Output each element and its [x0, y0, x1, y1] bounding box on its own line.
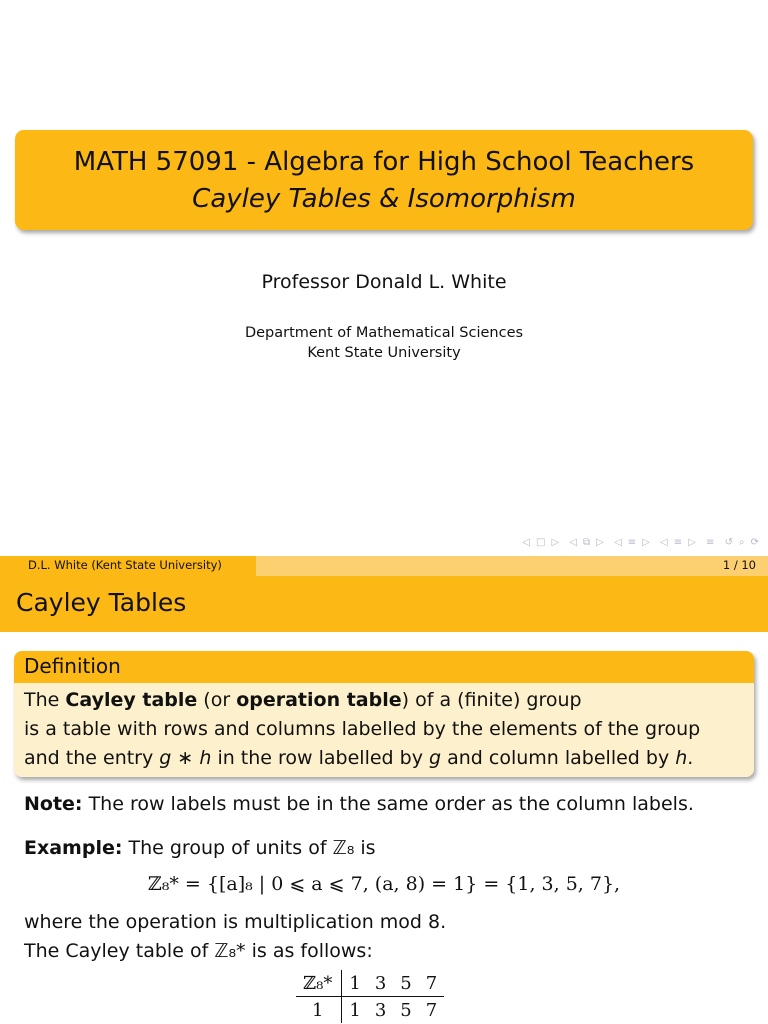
cayley-cell: 7 — [425, 999, 438, 1021]
nav-prev-icon[interactable]: ◁ — [569, 537, 579, 548]
definition-block — [14, 651, 754, 777]
definition-header — [14, 651, 754, 683]
definition-line: is a table with rows and columns labelled by the elements of the group — [24, 718, 701, 740]
nav-prev-icon[interactable]: ◁ — [660, 537, 669, 548]
cayley-header-cell: 1 — [342, 970, 368, 997]
beamer-navigation[interactable] — [517, 537, 760, 548]
note-paragraph: Note: The row labels must be in the same order as the column labels. — [24, 793, 694, 815]
footer-page — [256, 556, 768, 576]
nav-forward-icon[interactable]: ⟳ — [750, 537, 760, 548]
footer-bar — [0, 556, 768, 576]
slide-subtitle: Cayley Tables & Isomorphism — [192, 184, 576, 214]
nav-document-icon[interactable]: ≡ — [673, 537, 684, 548]
cayley-header-row — [296, 970, 444, 997]
cayley-corner-cell: ℤ₈* — [296, 970, 342, 997]
cayley-row — [296, 997, 444, 1024]
nav-next-icon[interactable]: ▷ — [551, 537, 561, 548]
cayley-cell: 3 — [374, 999, 387, 1021]
operation-text: where the operation is multiplication mod 8. — [24, 911, 447, 933]
nav-prev-icon[interactable]: ◁ — [522, 537, 531, 548]
author-name: Professor Donald L. White — [261, 271, 507, 293]
group-definition-equation: ℤ₈* = {[a]₈ | 0 ⩽ a ⩽ 7, (a, 8) = 1} = {1, 3, 5, 7}, — [147, 873, 621, 895]
footer-author-text: D.L. White (Kent State University) — [28, 558, 222, 572]
cayley-table — [296, 970, 444, 1023]
frame-title: Cayley Tables — [16, 588, 187, 617]
cayley-row-label: 1 — [296, 997, 342, 1024]
nav-outline-icon[interactable]: ≡ — [706, 537, 716, 548]
university-name: Kent State University — [307, 345, 461, 361]
definition-body — [14, 683, 754, 777]
cayley-cell: 1 — [349, 999, 361, 1021]
frame-title-bar — [0, 576, 768, 632]
slide-title: MATH 57091 - Algebra for High School Teachers — [73, 147, 695, 177]
nav-search-icon[interactable]: ⌕ — [739, 537, 746, 548]
nav-next-icon[interactable]: ▷ — [642, 537, 651, 548]
nav-subsection-icon[interactable]: ⧉ — [583, 537, 592, 548]
definition-line: The Cayley table (or operation table) of a (finite) group — [24, 689, 582, 711]
cayley-header-cell: 3 — [368, 970, 393, 997]
nav-next-icon[interactable]: ▷ — [596, 537, 605, 548]
cayley-cell: 5 — [400, 999, 412, 1021]
nav-section-icon[interactable]: ≡ — [627, 537, 638, 548]
example-paragraph: Example: The group of units of ℤ₈ is — [24, 837, 376, 859]
institution — [0, 323, 768, 363]
department-name: Department of Mathematical Sciences — [244, 325, 524, 341]
nav-prev-icon[interactable]: ◁ — [614, 537, 623, 548]
nav-next-icon[interactable]: ▷ — [688, 537, 697, 548]
cayley-header-cell: 5 — [393, 970, 418, 997]
cayley-header-cell: 7 — [419, 970, 444, 997]
footer-author — [0, 556, 256, 576]
nav-frame-icon[interactable]: □ — [535, 537, 547, 548]
definition-heading: Definition — [24, 654, 121, 678]
title-block — [15, 130, 753, 230]
cayley-intro-text: The Cayley table of ℤ₈* is as follows: — [24, 940, 373, 962]
nav-back-icon[interactable]: ↺ — [724, 537, 734, 548]
definition-line: and the entry g ∗ h in the row labelled by g and column labelled by h. — [24, 747, 694, 769]
page-number: 1 / 10 — [722, 558, 756, 572]
